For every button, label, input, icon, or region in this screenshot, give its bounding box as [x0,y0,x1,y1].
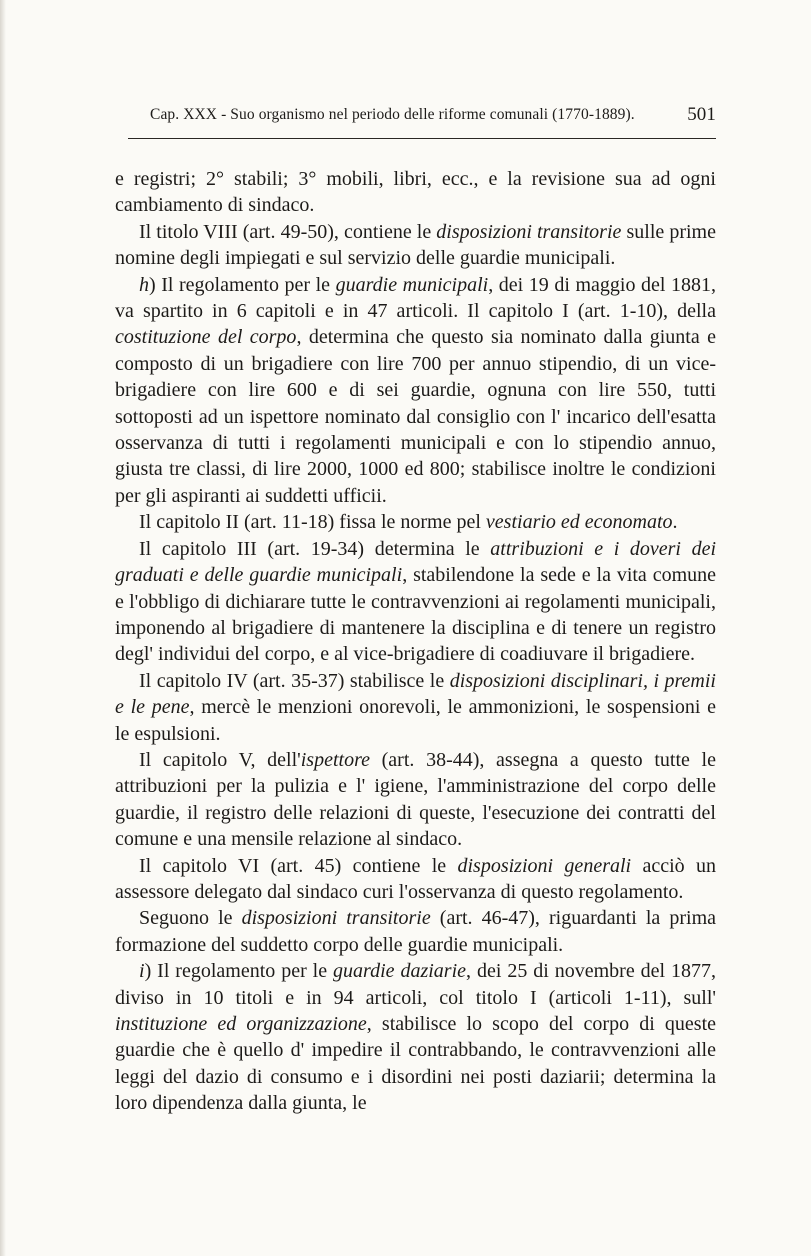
running-header [150,106,716,124]
paragraph [115,219,716,272]
text-run: ) Il regolamento per le [144,960,334,983]
italic-run: ispettore [300,748,370,771]
italic-run: guardie municipali [335,273,489,296]
text-run: , stabilisce lo scopo del corpo di queste guardie che è quello d' impedire il contrabbando, le contravvenzioni alle leggi del dazio di consumo e i disordini nei posti daziarii; determina la loro dipendenza dalla giunta, le [115,1013,716,1115]
paragraph [115,166,716,219]
italic-run: disposizioni transitorie [241,907,431,930]
paragraph [115,747,716,853]
italic-run: vestiario ed economato [485,511,673,534]
page-edge-shadow [0,0,6,1256]
paragraph [115,853,716,906]
italic-run: i [139,960,145,983]
text-run: , determina che questo sia nominato dalla giunta e composto di un brigadiere con lire 700 per annuo stipendio, di un vice-brigadiere con lire 600 e di sei guardie, ognuna con lire 550, tutti sottoposti ad un ispettore nominato dal consiglio con l' incarico dell'esatta osservanza di tutti i regolamenti municipali e con lo stipendio annuo, giusta tre classi, di lire 2000, 1000 ed 800; stabilisce inoltre le condizioni per gli aspiranti ai suddetti ufficii. [115,326,717,507]
italic-run: attribuzioni e i doveri dei graduati e delle guardie municipali [115,537,717,587]
text-run: Il titolo VIII (art. 49-50), contiene le [139,220,437,243]
paragraph [115,668,716,747]
text-run: ) Il regolamento per le [149,273,336,296]
text-run: , stabilendone la sede e la vita comune e l'obbligo di dichiarare tutte le contravvenzioni ai regolamenti municipali, imponendo al brigadiere di mantenere la disciplina e di tenere un registro degl' individui del corpo, e al vice-brigadiere di coadiuvare il brigadiere. [115,564,716,666]
text-run: Il capitolo V, dell' [139,748,301,771]
text-run: , dei 19 di maggio del 1881, va spartito in 6 capitoli e in 47 articoli. Il capitolo I (art. 1-10), della [115,273,717,323]
text-run: e registri; 2° stabili; 3° mobili, libri, ecc., e la revisione sua ad ogni cambiamento di sindaco. [115,168,716,217]
text-run: Il capitolo VI (art. 45) contiene le [139,854,458,877]
text-run: . [672,511,678,534]
italic-run: costituzione del corpo [115,326,297,349]
text-run: Il capitolo II (art. 11-18) fissa le norme pel [139,511,486,534]
italic-run: disposizioni generali [457,854,632,877]
paragraph [115,958,716,1116]
paragraph [115,509,716,535]
text-run: acciò un assessore delegato dal sindaco curi l'osservanza di questo regolamento. [115,854,716,903]
text-run: Il capitolo III (art. 19-34) determina le [139,537,491,560]
italic-run: h [139,273,149,296]
italic-run: disposizioni transitorie [436,220,622,243]
page-number: 501 [687,104,716,125]
italic-run: guardie daziarie [333,960,467,983]
paragraph [115,905,716,958]
text-run: , dei 25 di novembre del 1877, diviso in 10 titoli e in 94 articoli, col titolo I (articoli 1-11), sull' [115,960,717,1009]
header-rule [128,138,716,139]
paragraph [115,272,716,510]
text-run: Seguono le [139,907,242,930]
running-title: Cap. XXX - Suo organismo nel periodo delle riforme comunali (1770-1889). [150,106,635,123]
text-run: sulle prime nomine degli impiegati e sul servizio delle guardie municipali. [115,220,716,270]
text-run: (art. 38-44), assegna a questo tutte le attribuzioni per la pulizia e l' igiene, l'amministrazione del corpo delle guardie, il registro delle relazioni di queste, l'esecuzione dei contratti del comune e una mensile relazione al sindaco. [115,748,716,851]
text-run: (art. 46-47), riguardanti la prima formazione del suddetto corpo delle guardie municipali. [115,907,716,956]
text-run: Il capitolo IV (art. 35-37) stabilisce le [139,669,450,692]
text-run: , mercè le menzioni onorevoli, le ammonizioni, le sospensioni e le espulsioni. [115,696,716,745]
body-text [115,166,716,1117]
italic-run: instituzione ed organizzazione [115,1013,367,1035]
paragraph [115,536,716,668]
italic-run: disposizioni disciplinari, i premii e le pene [115,669,716,719]
